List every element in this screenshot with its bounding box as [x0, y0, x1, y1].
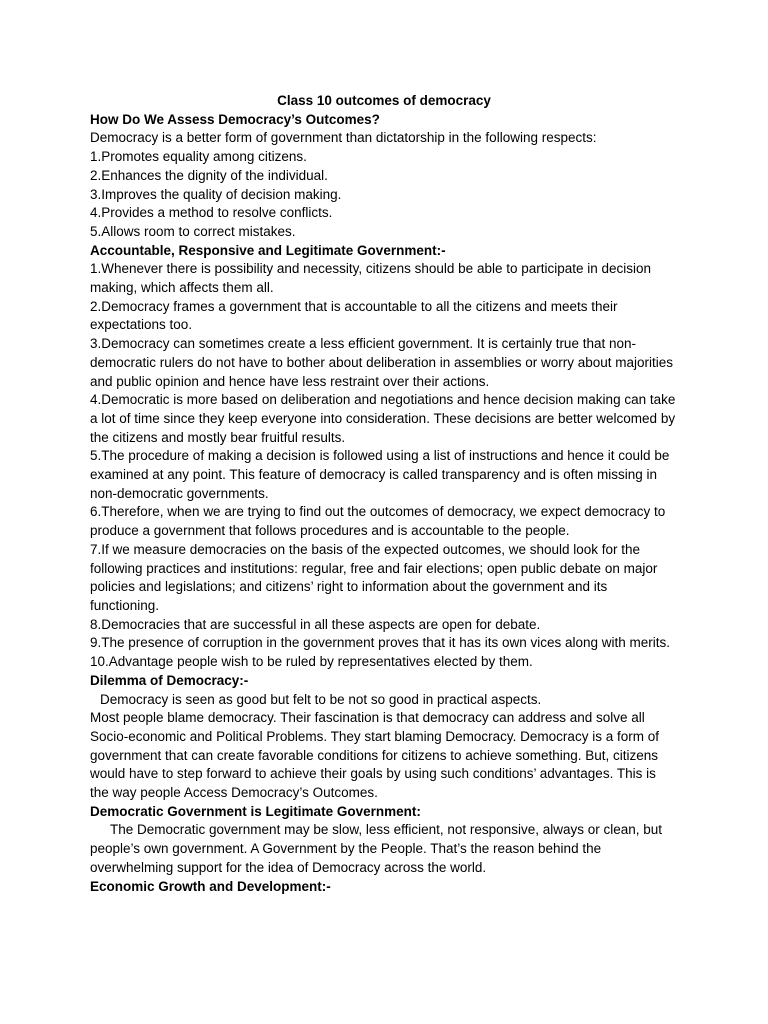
- list-item: 3.Democracy can sometimes create a less efficient government. It is certainly true that non-democratic rulers do not have to bother about deliberation in assemblies or worry about majorities and public opinion and hence have less restraint over their actions.: [90, 336, 674, 389]
- list-item: 2.Enhances the dignity of the individual.: [90, 167, 328, 183]
- list-item: 7.If we measure democracies on the basis of the expected outcomes, we should look for the following practices and institutions: regular, free and fair elections; open public debate on major policies and legislations; and citizens’ right to information about the government and its functioning.: [90, 541, 658, 613]
- list-item: 4.Provides a method to resolve conflicts.: [90, 205, 333, 221]
- paragraph: The Democratic government may be slow, less efficient, not responsive, always or clean, but people’s own government. A Government by the People. That’s the reason behind the overwhelming support for the idea of Democracy across the world.: [90, 822, 663, 875]
- section-heading: Accountable, Responsive and Legitimate Government:-: [90, 242, 446, 258]
- list-item: 1.Promotes equality among citizens.: [90, 149, 307, 165]
- section-heading: How Do We Assess Democracy’s Outcomes?: [90, 111, 380, 127]
- list-item: 3.Improves the quality of decision making.: [90, 186, 342, 202]
- list-item: 1.Whenever there is possibility and necessity, citizens should be able to participate in decision making, which affects them all.: [90, 261, 652, 296]
- paragraph: Democracy is a better form of government than dictatorship in the following respects:: [90, 130, 597, 146]
- section-heading: Democratic Government is Legitimate Government:: [90, 803, 421, 819]
- list-item: 4.Democratic is more based on deliberation and negotiations and hence decision making can take a lot of time since they keep everyone into consideration. These decisions are better welcomed by the citizens and mostly bear fruitful results.: [90, 392, 676, 445]
- section-heading: Economic Growth and Development:-: [90, 878, 331, 894]
- paragraph: Most people blame democracy. Their fascination is that democracy can address and solve all Socio-economic and Political Problems. They start blaming Democracy. Democracy is a form of government that can create favorable conditions for citizens to achieve something. But, citizens would have to step forward to achieve their goals by using such conditions’ advantages. This is the way people Access Democracy’s Outcomes.: [90, 710, 659, 801]
- section-dilemma-of-democracy: [90, 672, 678, 803]
- list-item: 8.Democracies that are successful in all these aspects are open for debate.: [90, 616, 541, 632]
- section-assess-outcomes: [90, 111, 678, 242]
- section-heading: Dilemma of Democracy:-: [90, 672, 249, 688]
- section-legitimate-government: [90, 803, 678, 878]
- section-accountable-government: [90, 242, 678, 672]
- list-item: 2.Democracy frames a government that is accountable to all the citizens and meets their expectations too.: [90, 298, 618, 333]
- list-item: 9.The presence of corruption in the government proves that it has its own vices along with merits.: [90, 635, 671, 651]
- list-item: 10.Advantage people wish to be ruled by representatives elected by them.: [90, 654, 533, 670]
- section-economic-growth: [90, 878, 678, 897]
- list-item: 5.The procedure of making a decision is followed using a list of instructions and hence it could be examined at any point. This feature of democracy is called transparency and is often missing in non-democratic governments.: [90, 448, 670, 501]
- list-item: 5.Allows room to correct mistakes.: [90, 223, 296, 239]
- document-title: Class 10 outcomes of democracy: [277, 93, 491, 108]
- list-item: 6.Therefore, when we are trying to find out the outcomes of democracy, we expect democracy to produce a government that follows procedures and is accountable to the people.: [90, 504, 666, 539]
- paragraph: Democracy is seen as good but felt to be not so good in practical aspects.: [100, 691, 542, 707]
